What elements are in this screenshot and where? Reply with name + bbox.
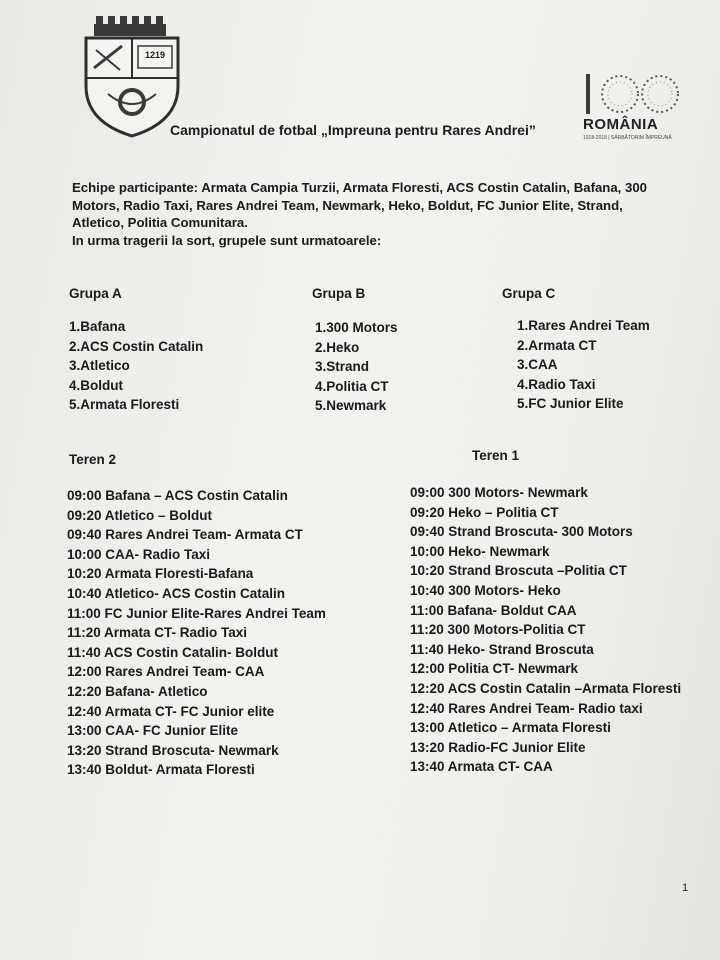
table-row: 13:20 Strand Broscuta- Newmark: [67, 742, 279, 758]
centenary-mark: [0, 0, 2, 1]
table-row: 09:00 300 Motors- Newmark: [410, 485, 588, 500]
table-row: 11:00 FC Junior Elite-Rares Andrei Team: [67, 605, 326, 621]
table-row: 11:40 ACS Costin Catalin- Boldut: [67, 644, 279, 660]
list-item: 4.Boldut: [69, 377, 123, 393]
list-item: 3.Atletico: [69, 358, 130, 373]
table-row: 13:40 Armata CT- CAA: [410, 759, 553, 775]
table-row: 10:20 Armata Floresti-Bafana: [67, 566, 254, 582]
list-item: 2.ACS Costin Catalin: [69, 338, 204, 354]
crest-year: 1219: [145, 50, 166, 60]
table-row: 12:00 Politia CT- Newmark: [410, 661, 579, 677]
table-row: 10:00 Heko- Newmark: [410, 543, 550, 559]
list-item: 4.Radio Taxi: [517, 376, 596, 392]
page-number: 1: [682, 882, 689, 894]
document-title: Campionatul de fotbal „Impreuna pentru Rares Andrei”: [170, 122, 536, 138]
group-b-heading: Grupa B: [312, 286, 366, 301]
table-row: 11:20 300 Motors-Politia CT: [410, 622, 586, 638]
table-row: 10:00 CAA- Radio Taxi: [67, 546, 211, 562]
centenary-logo: [578, 70, 688, 120]
group-a-heading: Grupa A: [69, 286, 122, 301]
teren-1-schedule: [410, 483, 681, 777]
group-a-list: [69, 317, 203, 415]
table-row: 09:40 Rares Andrei Team- Armata CT: [67, 527, 303, 543]
table-row: 10:40 Atletico- ACS Costin Catalin: [67, 585, 286, 601]
table-row: 09:20 Heko – Politia CT: [410, 504, 559, 520]
table-row: 12:40 Armata CT- FC Junior elite: [67, 703, 275, 719]
list-item: 2.Armata CT: [517, 337, 597, 353]
table-row: 13:20 Radio-FC Junior Elite: [410, 739, 586, 755]
table-row: 09:00 Bafana – ACS Costin Catalin: [67, 488, 288, 503]
list-item: 4.Politia CT: [315, 378, 389, 394]
table-row: 10:40 300 Motors- Heko: [410, 582, 561, 598]
teren-2-schedule: [67, 486, 326, 780]
list-item: 1.300 Motors: [315, 320, 398, 335]
table-row: 11:20 Armata CT- Radio Taxi: [67, 625, 248, 641]
group-c-list: [517, 316, 650, 414]
list-item: 1.Rares Andrei Team: [517, 318, 650, 333]
list-item: 3.Strand: [315, 359, 370, 374]
group-c-heading: Grupa C: [502, 286, 556, 301]
list-item: 5.FC Junior Elite: [517, 396, 624, 411]
table-row: 09:20 Atletico – Boldut: [67, 507, 213, 523]
list-item: 1.Bafana: [69, 319, 126, 334]
table-row: 11:00 Bafana- Boldut CAA: [410, 602, 577, 618]
table-row: 12:40 Rares Andrei Team- Radio taxi: [410, 700, 643, 716]
list-item: 5.Armata Floresti: [69, 397, 180, 412]
table-row: 13:00 CAA- FC Junior Elite: [67, 723, 239, 739]
romania-tagline: 1918-2018 | SĂRBĂTORIM ÎMPREUNĂ: [583, 135, 672, 141]
table-row: 13:40 Boldut- Armata Floresti: [67, 762, 255, 778]
list-item: 2.Heko: [315, 339, 360, 355]
table-row: 12:00 Rares Andrei Team- CAA: [67, 664, 265, 680]
participating-teams-text: Echipe participante: Armata Campia Turzii, Armata Floresti, ACS Costin Catalin, Bafana, 300 Motors, Radio Taxi, Rares Andrei Team, Newmark, Heko, Boldut, FC Junior Elite, Strand, Atletico, Politia Comunitara.: [72, 180, 648, 230]
city-crest-logo: [82, 14, 182, 138]
table-row: 11:40 Heko- Strand Broscuta: [410, 641, 594, 657]
draw-result-text: In urma tragerii la sort, grupele sunt urmatoarele:: [72, 232, 382, 248]
table-row: 09:40 Strand Broscuta- 300 Motors: [410, 524, 633, 540]
table-row: 10:20 Strand Broscuta –Politia CT: [410, 563, 627, 579]
table-row: 13:00 Atletico – Armata Floresti: [410, 720, 611, 736]
table-row: 12:20 Bafana- Atletico: [67, 683, 208, 699]
intro-paragraph: [72, 179, 672, 249]
group-b-list: [315, 318, 398, 416]
list-item: 5.Newmark: [315, 398, 387, 413]
romania-wordmark: ROMÂNIA: [583, 116, 659, 133]
table-row: 12:20 ACS Costin Catalin –Armata Floresti: [410, 680, 682, 696]
teren-1-heading: Teren 1: [472, 448, 520, 463]
list-item: 3.CAA: [517, 357, 558, 372]
teren-2-heading: Teren 2: [69, 452, 117, 467]
